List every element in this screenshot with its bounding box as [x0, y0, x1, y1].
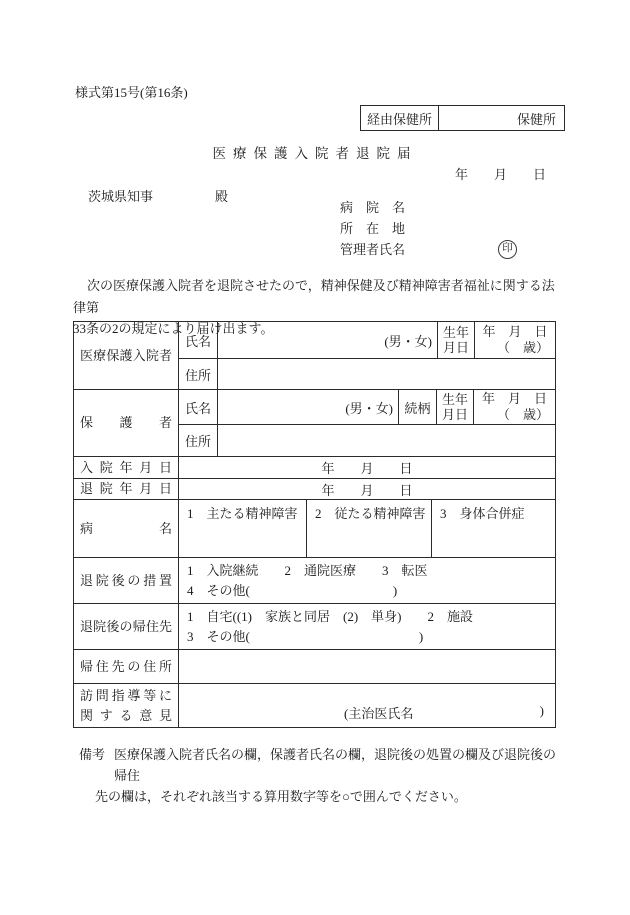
submission-date-line: 年 月 日	[454, 167, 546, 182]
opinion-label-line-1: 訪問指導等に	[80, 687, 172, 703]
disease-secondary-cell: 2 従たる精神障害	[306, 500, 431, 557]
patient-name-field	[217, 322, 437, 358]
remarks-line-1	[79, 744, 557, 786]
via-health-center-value: 保健所	[516, 111, 556, 127]
discharge-label-cell	[74, 479, 178, 499]
honorific: 殿	[215, 189, 229, 204]
patient-row-label-cell	[74, 322, 178, 389]
via-health-center-box	[360, 105, 565, 131]
table-row-admission-date	[74, 456, 555, 478]
addressee-line	[88, 186, 228, 205]
guardian-birth-field	[473, 390, 555, 424]
patient-address-field	[217, 359, 555, 389]
table-row-disease	[74, 499, 555, 557]
residence-address-field	[178, 650, 555, 683]
residence-label-cell	[74, 604, 178, 649]
table-row-residence	[74, 603, 555, 649]
patient-name-label: 氏名	[184, 333, 211, 349]
guardian-row-label: 保護者	[80, 415, 172, 430]
residence-options-line-2: 3 その他( )	[187, 629, 424, 644]
patient-birth-date-line: 年 月 日	[482, 324, 548, 339]
form-title: 医療保護入院者退院届	[212, 146, 418, 161]
admission-label-cell	[74, 457, 178, 478]
guardian-address-field	[217, 425, 555, 456]
via-health-center-label: 経由保健所	[361, 106, 439, 130]
form-table	[73, 321, 556, 728]
table-row-discharge-date	[74, 478, 555, 499]
guardian-address-row	[179, 424, 555, 456]
intro-line-1: 次の医療保護入院者を退院させたので，精神保健及び精神障害者福祉に関する法律第	[73, 278, 555, 315]
disease-label-cell	[74, 500, 178, 557]
patient-address-row	[179, 358, 555, 389]
patient-birth-field	[474, 322, 555, 358]
hospital-address-label: 所在地	[340, 221, 405, 236]
guardian-address-label: 住所	[184, 434, 211, 449]
residence-options-field	[178, 604, 555, 649]
residence-address-label-cell	[74, 650, 178, 683]
measure-label: 退院後の措置	[80, 572, 172, 588]
remarks-note	[79, 744, 557, 807]
patient-row-label: 医療保護入院者	[80, 347, 172, 363]
guardian-birth-label: 生年月日	[436, 390, 473, 424]
admission-date-field: 年 月 日	[178, 457, 555, 478]
guardian-row-label-cell	[74, 390, 178, 456]
manager-name-line	[340, 239, 405, 260]
table-row-guardian	[74, 389, 555, 456]
opinion-label-cell	[74, 684, 178, 727]
attending-doctor-close-paren: )	[539, 703, 544, 718]
disease-label: 病名	[80, 520, 172, 536]
patient-name-row	[179, 322, 555, 358]
patient-birth-label: 生年月日	[437, 322, 474, 358]
attending-doctor-line	[344, 703, 544, 722]
table-row-opinion	[74, 683, 555, 727]
guardian-name-field	[217, 390, 398, 424]
disease-physical-cell: 3 身体合併症	[431, 500, 555, 557]
addressee-name: 茨城県知事	[88, 189, 154, 204]
guardian-age-line: （ 歳）	[496, 407, 549, 422]
table-row-patient	[74, 322, 555, 389]
table-row-measure	[74, 557, 555, 603]
hospital-address-line	[340, 218, 405, 239]
patient-sub-rows	[178, 322, 555, 389]
measure-options-line-2: 4 その他( )	[187, 583, 398, 598]
remarks-text-1: 医療保護入院者氏名の欄，保護者氏名の欄，退院後の処置の欄及び退院後の帰住	[114, 747, 557, 783]
discharge-date-label: 退院年月日	[80, 481, 172, 496]
patient-age-line: （ 歳）	[496, 340, 549, 355]
residence-options-line-1: 1 自宅((1) 家族と同居 (2) 単身) 2 施設	[187, 609, 473, 624]
manager-name-label: 管理者氏名	[340, 242, 406, 257]
measure-label-cell	[74, 558, 178, 603]
sender-block	[340, 197, 405, 260]
hospital-name-line	[340, 197, 405, 218]
opinion-field	[178, 684, 555, 727]
guardian-gender-options: (男・女)	[345, 400, 393, 416]
remarks-text-2: 先の欄は，それぞれ該当する算用数字等を○で囲んでください。	[95, 789, 467, 804]
guardian-name-row	[179, 390, 555, 424]
remarks-label: 備考	[79, 747, 106, 762]
admission-date-label: 入院年月日	[80, 459, 172, 475]
form-number: 様式第15号(第16条)	[75, 85, 188, 100]
guardian-birth-date-line: 年 月 日	[481, 391, 547, 406]
hospital-name-label: 病院名	[340, 200, 405, 215]
attending-doctor-label: (主治医氏名	[344, 706, 414, 721]
guardian-relation-label: 続柄	[398, 390, 436, 424]
guardian-sub-rows	[178, 390, 555, 456]
residence-label: 退院後の帰住先	[80, 618, 172, 634]
measure-options-line-1: 1 入院継続 2 通院医療 3 転医	[187, 563, 428, 578]
seal-icon: 印	[498, 240, 517, 259]
intro-line-2: 33条の2の規定により届け出ます。	[73, 321, 274, 336]
opinion-label-line-2: 関する意見	[80, 707, 172, 723]
discharge-date-field: 年 月 日	[178, 479, 555, 499]
patient-address-label: 住所	[184, 367, 211, 383]
residence-address-label: 帰住先の住所	[80, 658, 172, 674]
measure-options-field	[178, 558, 555, 603]
guardian-name-label: 氏名	[184, 400, 211, 416]
disease-primary-cell: 1 主たる精神障害	[178, 500, 306, 557]
table-row-residence-address	[74, 649, 555, 683]
patient-gender-options: (男・女)	[384, 333, 432, 349]
